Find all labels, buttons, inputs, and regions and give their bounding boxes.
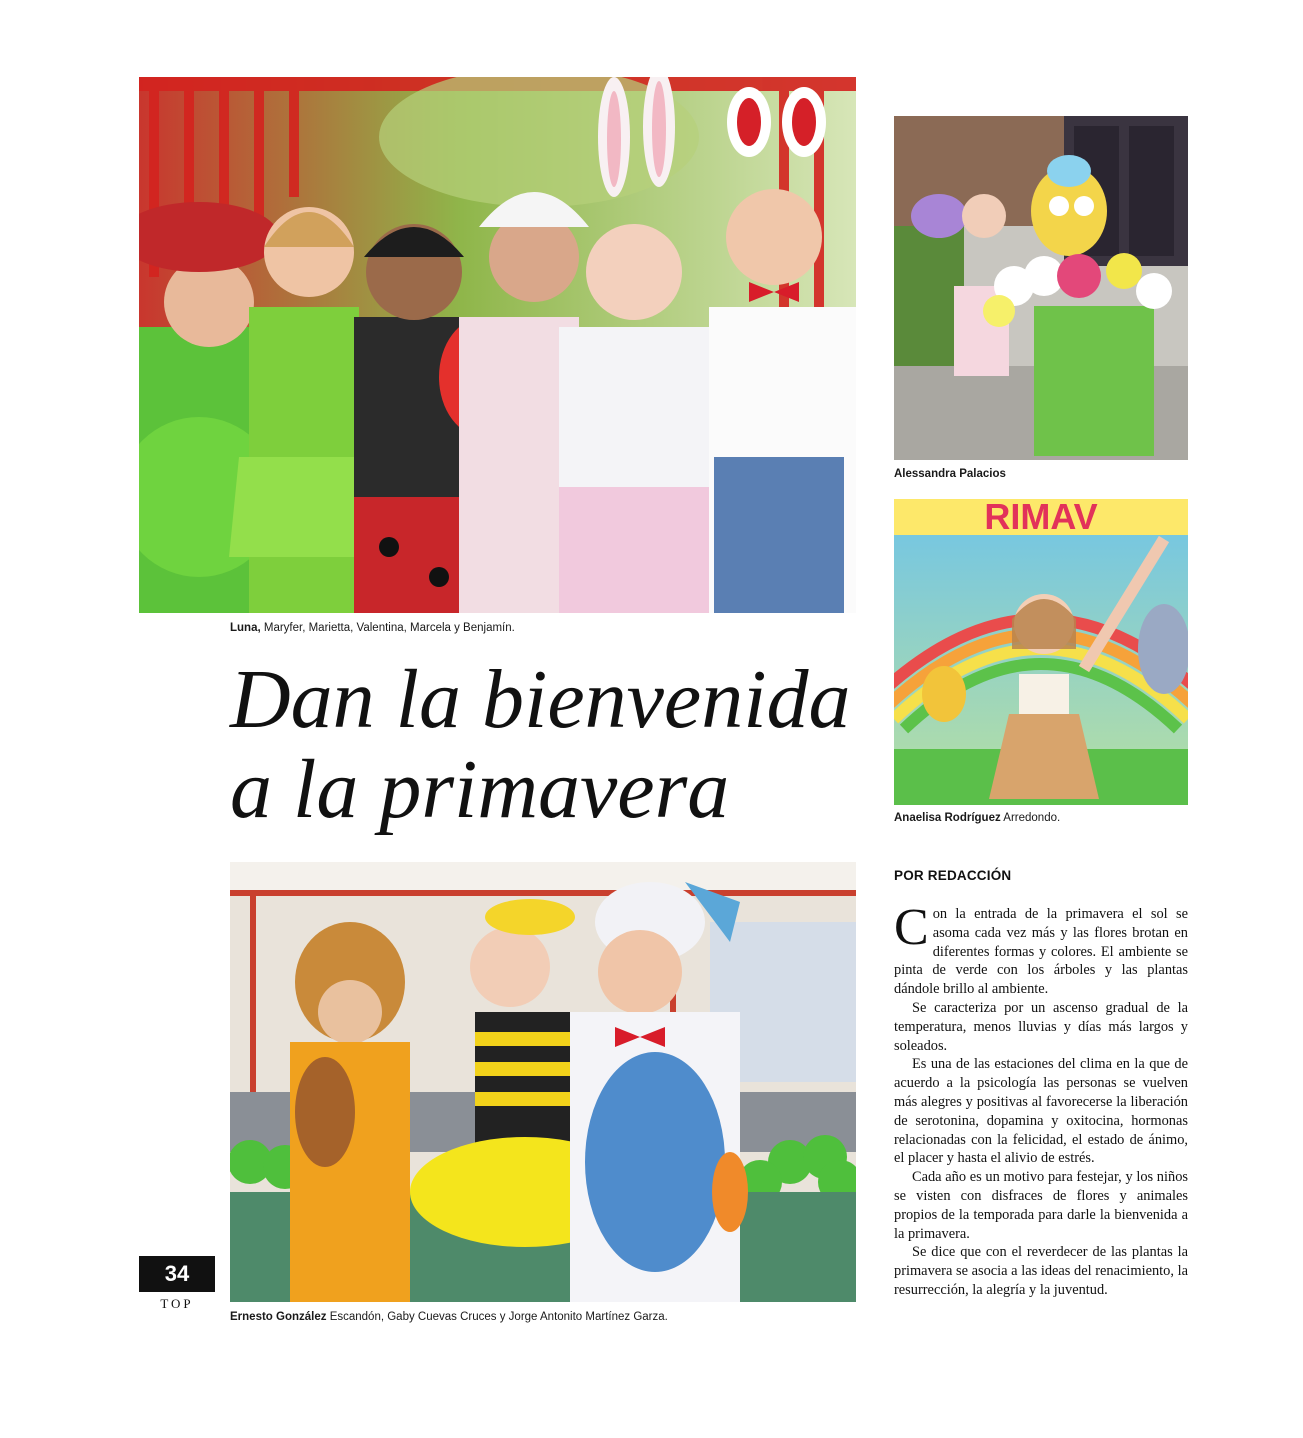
paragraph-1 bbox=[894, 899, 1188, 999]
side-bottom-caption bbox=[894, 812, 1060, 824]
side-bottom-caption-rest: Arredondo. bbox=[1000, 812, 1061, 824]
headline-line-1: Dan la bienvenida bbox=[230, 653, 851, 746]
main-caption-rest: Maryfer, Marietta, Valentina, Marcela y Benjamín. bbox=[260, 622, 515, 634]
paragraph-2: Se caracteriza por un ascenso gradual de la temperatura, menos lluvias y días más largos y soleados. bbox=[894, 999, 1188, 1054]
side-top-photo bbox=[894, 116, 1188, 460]
section-name: TOP bbox=[160, 1296, 194, 1311]
paragraph-1-text: on la entrada de la primavera el sol se asoma cada vez más y las flores brotan en diferentes formas y colores. El ambiente se pinta de verde con los árboles y las plantas dándole brillo al ambiente. bbox=[894, 906, 1188, 998]
side-top-caption bbox=[894, 468, 1006, 480]
paragraph-3: Es una de las estaciones del clima en la que de acuerdo a la psicología las personas se vuelven más alegres y positivas al favorecerse la liberación de serotonina, dopamina y oxitocina, hormonas relacionadas con la felicidad, el estado de ánimo, el placer y hasta el alivio de estrés. bbox=[894, 1056, 1188, 1167]
paragraph-5: Se dice que con el reverdecer de las plantas la primavera se asocia a las ideas del renacimiento, la resurrección, la alegría y la juventud. bbox=[894, 1244, 1188, 1298]
side-bottom-caption-bold: Anaelisa Rodríguez bbox=[894, 812, 1001, 824]
main-photo-caption bbox=[230, 622, 515, 634]
bottom-photo-caption bbox=[230, 1311, 668, 1323]
headline-line-2: a la primavera bbox=[230, 743, 730, 836]
banner-text: RIMAV bbox=[984, 499, 1098, 537]
side-bottom-photo bbox=[894, 499, 1188, 805]
bottom-photo bbox=[230, 862, 856, 1302]
bottom-caption-rest: Escandón, Gaby Cuevas Cruces y Jorge Antonito Martínez Garza. bbox=[326, 1311, 668, 1323]
article-body bbox=[894, 899, 1188, 1300]
bottom-caption-bold: Ernesto González bbox=[230, 1311, 327, 1323]
drop-cap: C bbox=[894, 899, 929, 956]
byline: POR REDACCIÓN bbox=[894, 868, 1012, 883]
main-caption-bold: Luna, bbox=[230, 622, 261, 634]
page-number: 34 bbox=[139, 1256, 215, 1292]
headline bbox=[230, 655, 870, 835]
paragraph-4: Cada año es un motivo para festejar, y los niños se visten con disfraces de flores y animales propios de la temporada para darle la bienvenida a la primavera. bbox=[894, 1169, 1188, 1242]
main-photo bbox=[139, 77, 856, 613]
side-top-caption-bold: Alessandra Palacios bbox=[894, 468, 1006, 480]
